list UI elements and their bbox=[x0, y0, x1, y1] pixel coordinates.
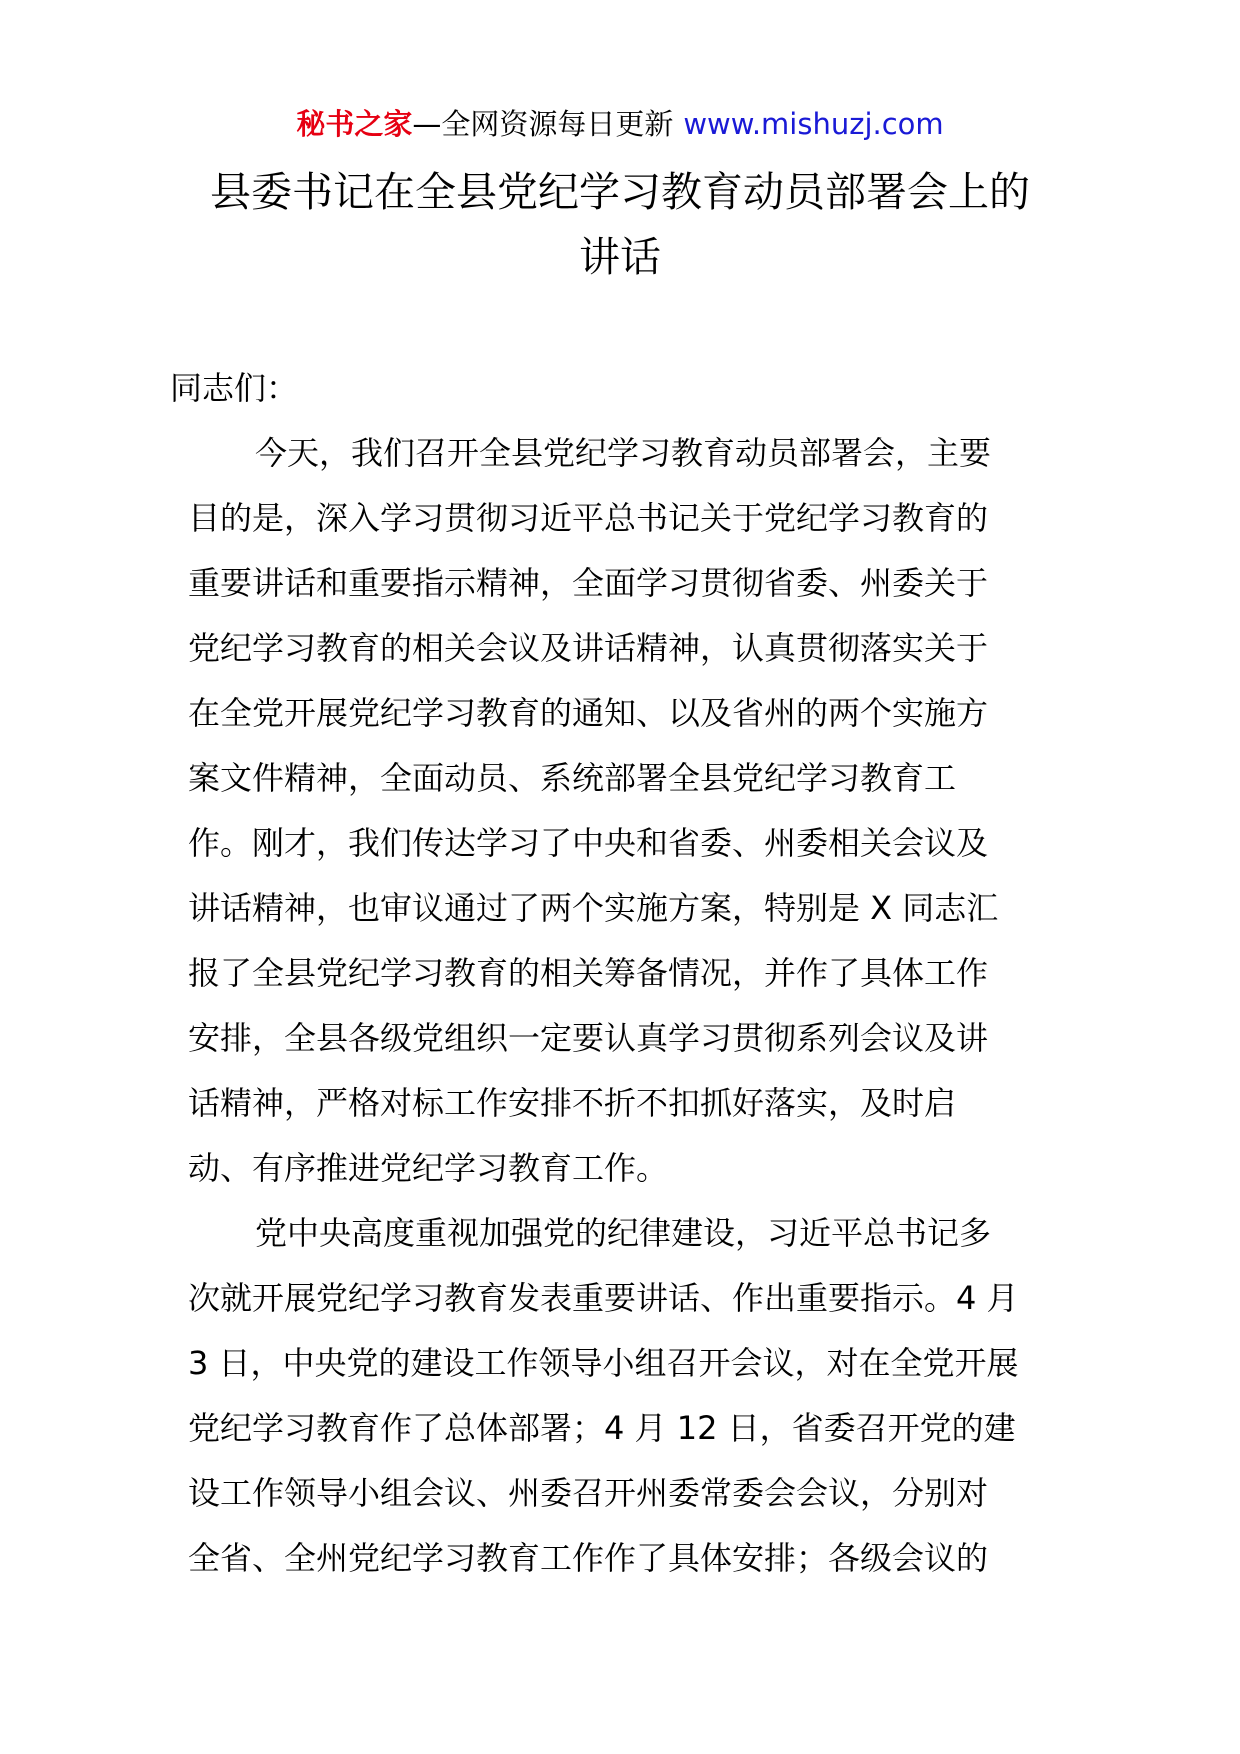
text-line: 党纪学习教育作了总体部署；4 月 12 日，省委召开党的建 bbox=[188, 1409, 1016, 1447]
text-line: 报了全县党纪学习教育的相关筹备情况，并作了具体工作 bbox=[188, 954, 989, 992]
text-line: 讲话精神，也审议通过了两个实施方案，特别是 X 同志汇 bbox=[188, 889, 999, 927]
text-line: 安排，全县各级党组织一定要认真学习贯彻系列会议及讲 bbox=[188, 1019, 989, 1057]
slogan: —全网资源每日更新 bbox=[412, 107, 674, 141]
brand-name: 秘书之家 bbox=[296, 107, 413, 141]
paragraph-2 bbox=[188, 1201, 1058, 1591]
text-line: 今天，我们召开全县党纪学习教育动员部署会，主要 bbox=[255, 434, 992, 472]
document-title bbox=[170, 160, 1070, 290]
document-body bbox=[170, 356, 1058, 1591]
site-header bbox=[0, 104, 1240, 144]
paragraph-1 bbox=[188, 421, 1058, 1201]
text-line: 全省、全州党纪学习教育工作作了具体安排；各级会议的 bbox=[188, 1539, 989, 1577]
text-line: 3 日，中央党的建设工作领导小组召开会议，对在全党开展 bbox=[188, 1344, 1019, 1382]
text-line: 案文件精神，全面动员、系统部署全县党纪学习教育工 bbox=[188, 759, 957, 797]
text-line: 次就开展党纪学习教育发表重要讲话、作出重要指示。4 月 bbox=[188, 1279, 1019, 1317]
site-url-link[interactable]: www.mishuzj.com bbox=[683, 107, 944, 141]
text-line: 作。刚才，我们传达学习了中央和省委、州委相关会议及 bbox=[188, 824, 989, 862]
text-line: 目的是，深入学习贯彻习近平总书记关于党纪学习教育的 bbox=[188, 499, 989, 537]
greeting: 同志们： bbox=[170, 369, 299, 407]
text-line: 党中央高度重视加强党的纪律建设，习近平总书记多 bbox=[255, 1214, 992, 1252]
text-line: 设工作领导小组会议、州委召开州委常委会会议，分别对 bbox=[188, 1474, 989, 1512]
text-line: 在全党开展党纪学习教育的通知、以及省州的两个实施方 bbox=[188, 694, 989, 732]
text-line: 党纪学习教育的相关会议及讲话精神，认真贯彻落实关于 bbox=[188, 629, 989, 667]
text-line: 重要讲话和重要指示精神，全面学习贯彻省委、州委关于 bbox=[188, 564, 989, 602]
title-line: 讲话 bbox=[579, 233, 661, 281]
title-line: 县委书记在全县党纪学习教育动员部署会上的 bbox=[210, 168, 1030, 216]
text-line: 话精神，严格对标工作安排不折不扣抓好落实，及时启 bbox=[188, 1084, 957, 1122]
text-line: 动、有序推进党纪学习教育工作。 bbox=[188, 1149, 669, 1187]
